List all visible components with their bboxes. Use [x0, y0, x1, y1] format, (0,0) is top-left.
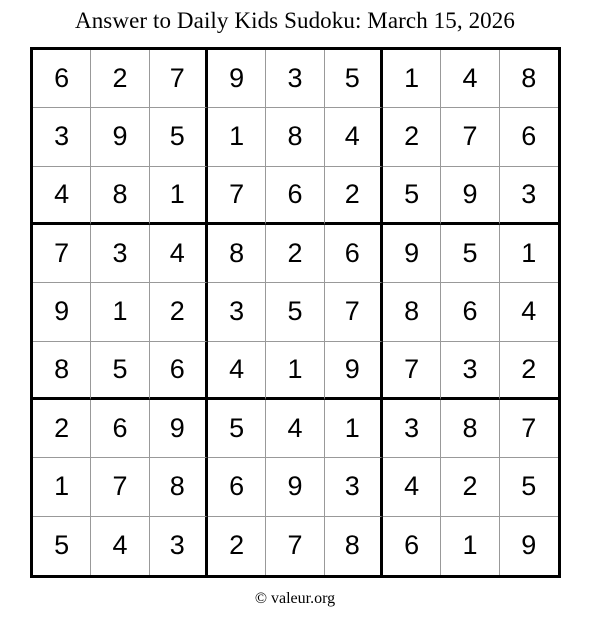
sudoku-cell: 1 [383, 50, 441, 108]
sudoku-cell: 4 [91, 517, 149, 575]
sudoku-cell: 4 [325, 108, 383, 166]
sudoku-cell: 9 [208, 50, 266, 108]
sudoku-cell: 8 [266, 108, 324, 166]
sudoku-cell: 1 [33, 458, 91, 516]
sudoku-cell: 1 [208, 108, 266, 166]
sudoku-cell: 2 [150, 283, 208, 341]
sudoku-cell: 8 [325, 517, 383, 575]
sudoku-cell: 1 [500, 225, 558, 283]
copyright-footer: © valeur.org [254, 590, 336, 607]
sudoku-cell: 7 [91, 458, 149, 516]
sudoku-cell: 5 [33, 517, 91, 575]
sudoku-cell: 3 [325, 458, 383, 516]
sudoku-cell: 2 [383, 108, 441, 166]
sudoku-cell: 4 [500, 283, 558, 341]
sudoku-cell: 4 [208, 342, 266, 400]
sudoku-cell: 8 [441, 400, 499, 458]
sudoku-cell: 4 [383, 458, 441, 516]
sudoku-cell: 5 [500, 458, 558, 516]
sudoku-cell: 9 [383, 225, 441, 283]
sudoku-cell: 2 [91, 50, 149, 108]
sudoku-cell: 2 [33, 400, 91, 458]
sudoku-cell: 2 [208, 517, 266, 575]
sudoku-cell: 6 [150, 342, 208, 400]
sudoku-cell: 2 [266, 225, 324, 283]
sudoku-cell: 6 [500, 108, 558, 166]
sudoku-cell: 5 [325, 50, 383, 108]
sudoku-cell: 3 [150, 517, 208, 575]
sudoku-cell: 4 [441, 50, 499, 108]
sudoku-cell: 1 [266, 342, 324, 400]
sudoku-cell: 3 [91, 225, 149, 283]
sudoku-cell: 5 [150, 108, 208, 166]
sudoku-cell: 7 [325, 283, 383, 341]
sudoku-cell: 7 [266, 517, 324, 575]
sudoku-cell: 1 [91, 283, 149, 341]
sudoku-cell: 5 [383, 167, 441, 225]
sudoku-cell: 6 [441, 283, 499, 341]
sudoku-cell: 3 [383, 400, 441, 458]
sudoku-cell: 1 [325, 400, 383, 458]
sudoku-cell: 1 [441, 517, 499, 575]
sudoku-cell: 5 [208, 400, 266, 458]
sudoku-cell: 8 [500, 50, 558, 108]
sudoku-cell: 9 [91, 108, 149, 166]
sudoku-cell: 6 [91, 400, 149, 458]
sudoku-cell: 7 [150, 50, 208, 108]
sudoku-cell: 7 [441, 108, 499, 166]
sudoku-cell: 6 [266, 167, 324, 225]
sudoku-cell: 2 [325, 167, 383, 225]
sudoku-cell: 8 [33, 342, 91, 400]
sudoku-cell: 6 [383, 517, 441, 575]
sudoku-grid [30, 47, 561, 578]
sudoku-cell: 9 [521, 530, 537, 561]
sudoku-cell: 2 [441, 458, 499, 516]
sudoku-cell: 4 [150, 225, 208, 283]
sudoku-cell: 7 [500, 400, 558, 458]
sudoku-cell: 3 [441, 342, 499, 400]
puzzle-title: Answer to Daily Kids Sudoku: March 15, 2026 [75, 8, 515, 33]
sudoku-cell: 3 [266, 50, 324, 108]
sudoku-cell: 5 [266, 283, 324, 341]
sudoku-cell: 8 [150, 458, 208, 516]
sudoku-cell: 7 [33, 225, 91, 283]
sudoku-cell: 4 [33, 167, 91, 225]
sudoku-cell: 7 [208, 167, 266, 225]
sudoku-cell: 9 [441, 167, 499, 225]
sudoku-cell: 3 [208, 283, 266, 341]
sudoku-cell: 4 [266, 400, 324, 458]
sudoku-cell: 1 [150, 167, 208, 225]
sudoku-cell: 8 [383, 283, 441, 341]
sudoku-cell: 5 [91, 342, 149, 400]
sudoku-cell: 9 [266, 458, 324, 516]
sudoku-cell: 8 [208, 225, 266, 283]
sudoku-cell: 8 [91, 167, 149, 225]
sudoku-cell: 9 [150, 400, 208, 458]
sudoku-cell: 9 [33, 283, 91, 341]
sudoku-cell: 6 [33, 50, 91, 108]
sudoku-cell: 3 [33, 108, 91, 166]
sudoku-cell: 7 [383, 342, 441, 400]
sudoku-cell: 3 [500, 167, 558, 225]
sudoku-cell: 6 [208, 458, 266, 516]
sudoku-cell: 9 [325, 342, 383, 400]
sudoku-cell: 2 [500, 342, 558, 400]
sudoku-cell: 5 [441, 225, 499, 283]
sudoku-cell: 6 [325, 225, 383, 283]
